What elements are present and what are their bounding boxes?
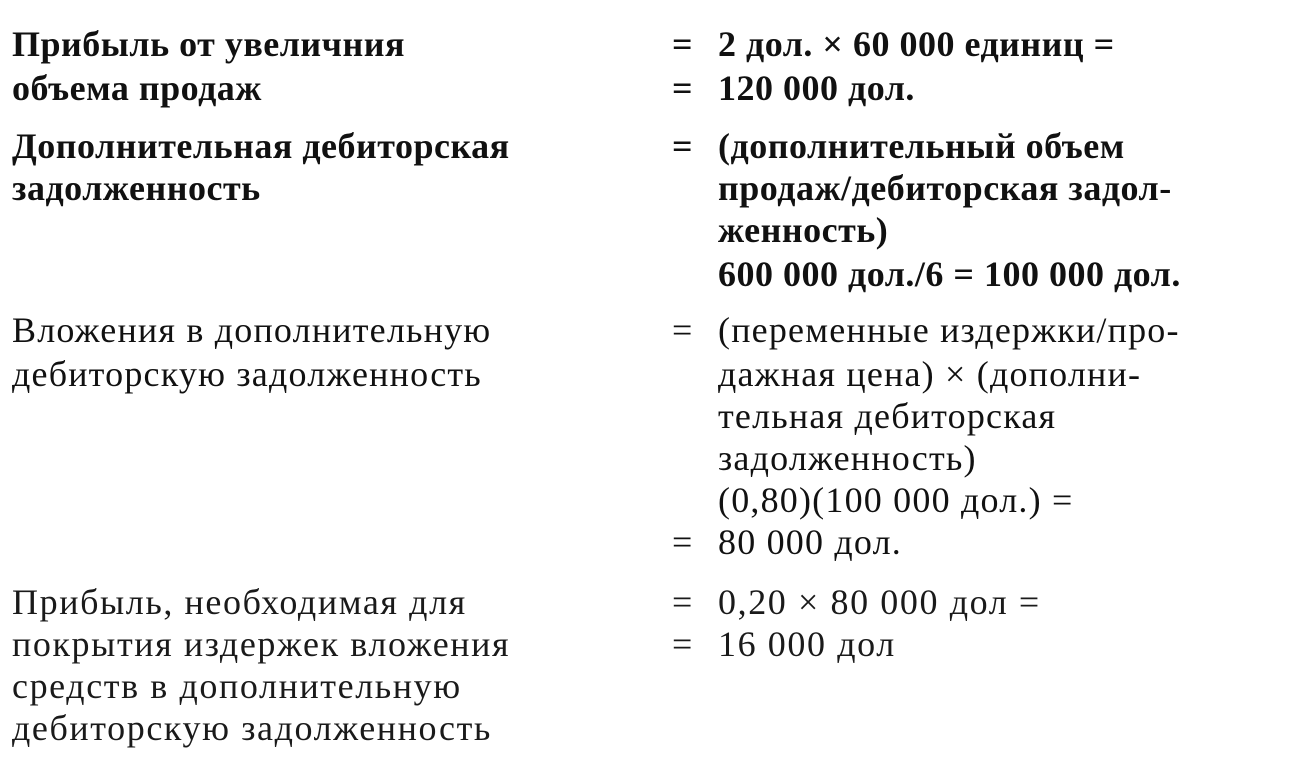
row4-label-line4: дебиторскую задолженность (12, 708, 492, 748)
row2-label-line1: Дополнительная дебиторская (12, 126, 510, 166)
row4-label-line2: покрытия издержек вложения (12, 624, 511, 664)
row3-eq4-text: задолженность) (718, 438, 977, 478)
row4-eq1-text: 0,20 × 80 000 дол = (718, 582, 1041, 622)
row3-label-line1: Вложения в дополнительную (12, 310, 492, 350)
row1-eq1-text: 2 дол. × 60 000 единиц = (718, 24, 1115, 64)
row2-label-line2: задолженность (12, 168, 261, 208)
row3-eq1-sign: = (672, 310, 694, 350)
row2-eq4-text: 600 000 дол./6 = 100 000 дол. (718, 254, 1181, 294)
row3-eq6-sign: = (672, 522, 694, 562)
row4-eq2-sign: = (672, 624, 694, 664)
row2-eq1-text: (дополнительный объем (718, 126, 1125, 166)
row3-eq1-text: (переменные издержки/про- (718, 310, 1180, 350)
row1-eq1-sign: = (672, 24, 694, 64)
row4-label-line1: Прибыль, необходимая для (12, 582, 467, 622)
row1-label-line1: Прибыль от увеличния (12, 24, 405, 64)
row4-label-line3: средств в дополнительную (12, 666, 462, 706)
row3-eq6-text: 80 000 дол. (718, 522, 903, 562)
row1-label-line2: объема продаж (12, 68, 262, 108)
row3-label-line2: дебиторскую задолженность (12, 354, 482, 394)
row1-eq2-sign: = (672, 68, 694, 108)
row3-eq5-text: (0,80)(100 000 дол.) = (718, 480, 1074, 520)
row1-eq2-text: 120 000 дол. (718, 68, 915, 108)
row3-eq3-text: тельная дебиторская (718, 396, 1057, 436)
row2-eq1-sign: = (672, 126, 694, 166)
row4-eq2-text: 16 000 дол (718, 624, 896, 664)
row3-eq2-text: дажная цена) × (дополни- (718, 354, 1142, 394)
row2-eq3-text: женность) (718, 210, 889, 250)
row4-eq1-sign: = (672, 582, 694, 622)
row2-eq2-text: продаж/дебиторская задол- (718, 168, 1172, 208)
